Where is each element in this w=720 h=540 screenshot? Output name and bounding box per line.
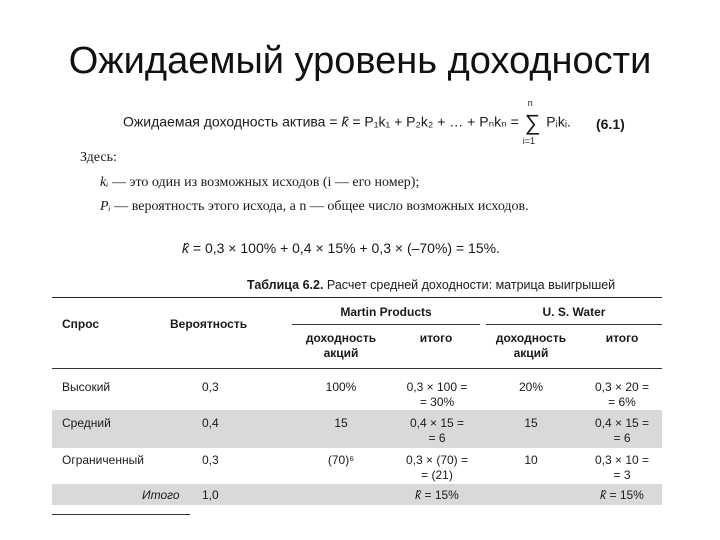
row2-probability: 0,4 [202, 416, 219, 430]
martin-expected-value: = 15% [424, 488, 459, 502]
row1-martin-return: 100% [325, 380, 357, 394]
equation-number: (6.1) [596, 116, 625, 132]
row1-demand: Высокий [62, 380, 111, 394]
row3-probability: 0,3 [202, 453, 219, 467]
group-rule-martin [292, 324, 480, 325]
header-water-return: доходность акций [495, 331, 567, 360]
header-probability: Вероятность [170, 317, 248, 331]
water-expected-value: = 15% [609, 488, 644, 502]
row2-martin-total-line1: 0,4 × 15 = [409, 416, 465, 430]
row1-martin-total-line1: 0,3 × 100 = [406, 380, 468, 394]
slide-title: Ожидаемый уровень доходности [68, 40, 652, 82]
footnote-rule [52, 514, 190, 515]
row2-water-total-line2: = 6 [613, 431, 631, 445]
k-hat-calc-symbol: k̂ [182, 240, 189, 256]
total-label: Итого [142, 488, 180, 502]
row3-demand: Ограниченный [62, 453, 144, 467]
row2-water-total-line1: 0,4 × 15 = [594, 416, 650, 430]
formula-expansion: = P₁k₁ + P₂k₂ + … + Pₙkₙ = [352, 113, 519, 130]
sum-bottom: i=1 [522, 136, 535, 146]
table-caption-label: Таблица 6.2. [247, 278, 324, 292]
group-rule-water [486, 324, 662, 325]
k-hat-water-symbol: k̂ [600, 488, 607, 502]
header-martin-products: Martin Products [340, 305, 432, 319]
row2-martin-total-line2: = 6 [428, 431, 446, 445]
total-probability: 1,0 [202, 488, 219, 502]
header-water-total: итого [605, 331, 639, 345]
k-hat-martin-symbol: k̂ [415, 488, 422, 502]
formula-lead: Ожидаемая доходность актива = [123, 113, 338, 130]
row1-water-return: 20% [518, 380, 544, 394]
row3-water-total-line2: = 3 [613, 468, 631, 482]
definition-k [100, 175, 419, 191]
definition-p-text: — вероятность этого исхода, а n — общее число возможных исходов. [114, 199, 529, 214]
expected-return-formula [123, 98, 571, 146]
row2-water-return: 15 [524, 416, 538, 430]
row3-martin-total-line1: 0,3 × (70) = [405, 453, 469, 467]
k-i-symbol: kᵢ [100, 175, 109, 190]
table-caption-text: Расчет средней доходности: матрица выигрышей [326, 278, 616, 292]
sum-term: Pᵢkᵢ. [546, 113, 571, 130]
row3-martin-return: (70)⁶ [327, 453, 355, 467]
row1-water-total-line2: = 6% [608, 395, 636, 409]
definition-k-text: — это один из возможных исходов (i — его номер); [111, 175, 420, 190]
header-bottom-rule [52, 368, 662, 369]
header-martin-total: итого [419, 331, 453, 345]
k-hat-symbol: k̂ [341, 113, 349, 130]
row1-martin-total-line2: = 30% [419, 395, 455, 409]
header-demand: Спрос [62, 317, 100, 331]
header-us-water: U. S. Water [542, 305, 606, 319]
row2-demand: Средний [62, 416, 111, 430]
where-label: Здесь: [80, 150, 117, 165]
definition-p [100, 199, 529, 215]
p-i-symbol: Pᵢ [100, 199, 111, 214]
row3-martin-total-line2: = (21) [421, 468, 453, 482]
header-martin-return: доходность акций [305, 331, 377, 360]
row1-water-total-line1: 0,3 × 20 = [594, 380, 650, 394]
row3-water-return: 10 [524, 453, 538, 467]
table-top-rule [52, 297, 662, 298]
sum-symbol: ∑ n i=1 [522, 98, 541, 146]
row1-probability: 0,3 [202, 380, 219, 394]
water-expected-return [578, 488, 666, 502]
row2-martin-return: 15 [334, 416, 348, 430]
calculation-text: = 0,3 × 100% + 0,4 × 15% + 0,3 × (–70%) = 15%. [192, 240, 500, 256]
row3-water-total-line1: 0,3 × 10 = [594, 453, 650, 467]
sum-top: n [527, 98, 533, 108]
table-caption [247, 278, 615, 292]
martin-expected-return [392, 488, 482, 502]
calculation-line [182, 240, 500, 256]
